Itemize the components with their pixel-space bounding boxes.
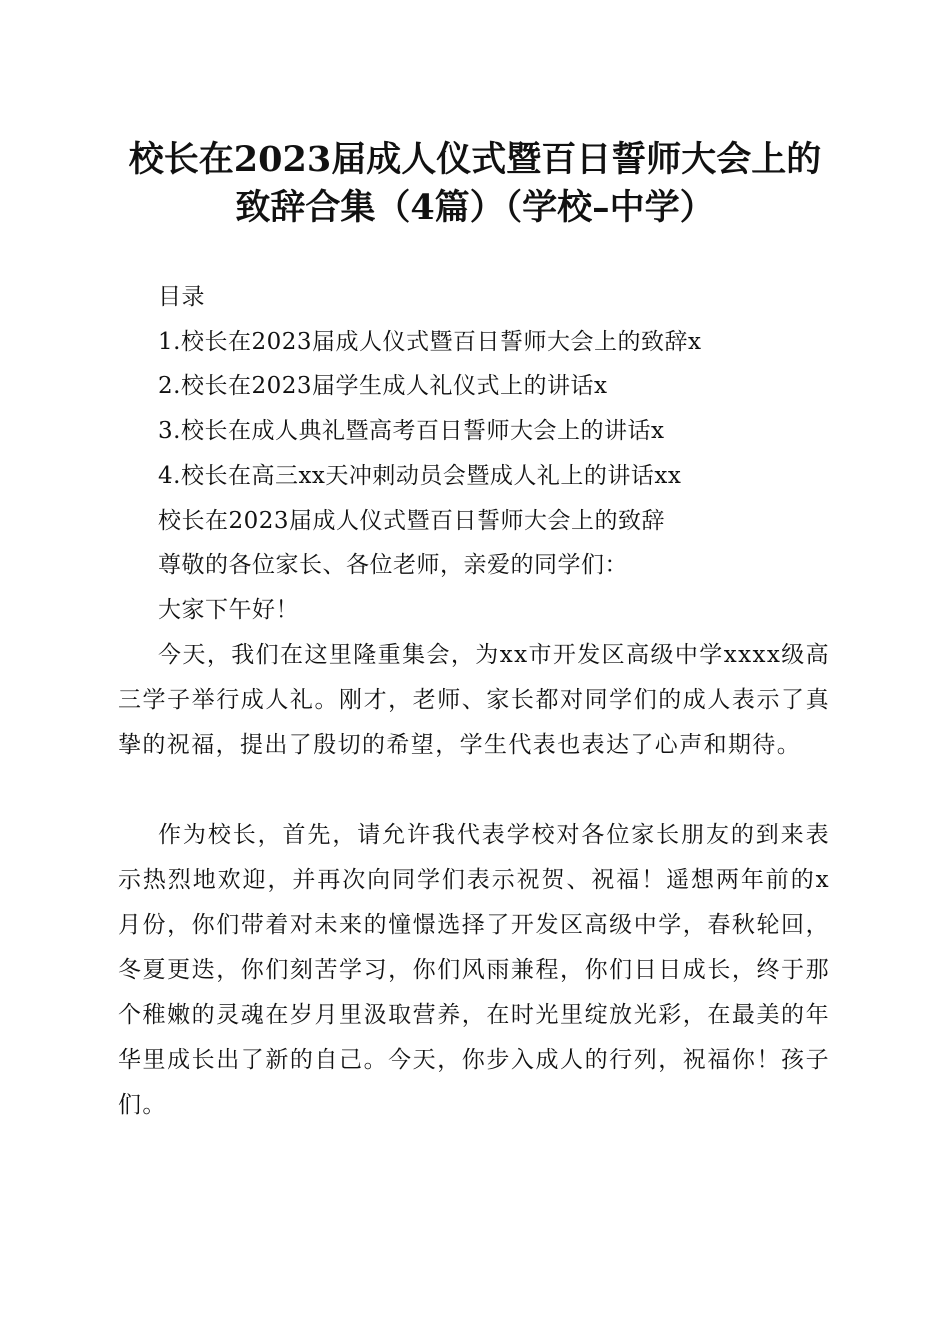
paragraph-2: 作为校长，首先，请允许我代表学校对各位家长朋友的到来表示热烈地欢迎，并再次向同学们表示祝贺、祝福！遥想两年前的x月份，你们带着对未来的憧憬选择了开发区高级中学，春秋轮回，冬夏更迭，你们刻苦学习，你们风雨兼程，你们日日成长，终于那个稚嫩的灵魂在岁月里汲取营养，在时光里绽放光彩，在最美的年华里成长出了新的自己。今天，你步入成人的行列，祝福你！孩子们。: [118, 822, 830, 1118]
title-line-2: 致辞合集（4篇）（学校–中学）: [235, 187, 715, 228]
document-title: [100, 136, 850, 232]
paragraph-1: 今天，我们在这里隆重集会，为xx市开发区高级中学xxxx级高三学子举行成人礼。刚才，老师、家长都对同学们的成人表示了真挚的祝福，提出了殷切的希望，学生代表也表达了心声和期待。: [118, 642, 830, 758]
toc-heading: 目录: [158, 284, 205, 310]
toc-item-3[interactable]: 3.校长在成人典礼暨高考百日誓师大会上的讲话x: [158, 418, 665, 444]
greeting: 大家下午好！: [158, 597, 299, 623]
speech-title: 校长在2023届成人仪式暨百日誓师大会上的致辞: [158, 508, 666, 534]
salutation: 尊敬的各位家长、各位老师，亲爱的同学们：: [158, 552, 628, 578]
toc-item-1[interactable]: 1.校长在2023届成人仪式暨百日誓师大会上的致辞x: [158, 329, 702, 355]
title-line-1: 校长在2023届成人仪式暨百日誓师大会上的: [128, 139, 822, 180]
toc-item-2[interactable]: 2.校长在2023届学生成人礼仪式上的讲话x: [158, 373, 608, 399]
toc-item-4[interactable]: 4.校长在高三xx天冲刺动员会暨成人礼上的讲话xx: [158, 463, 682, 489]
